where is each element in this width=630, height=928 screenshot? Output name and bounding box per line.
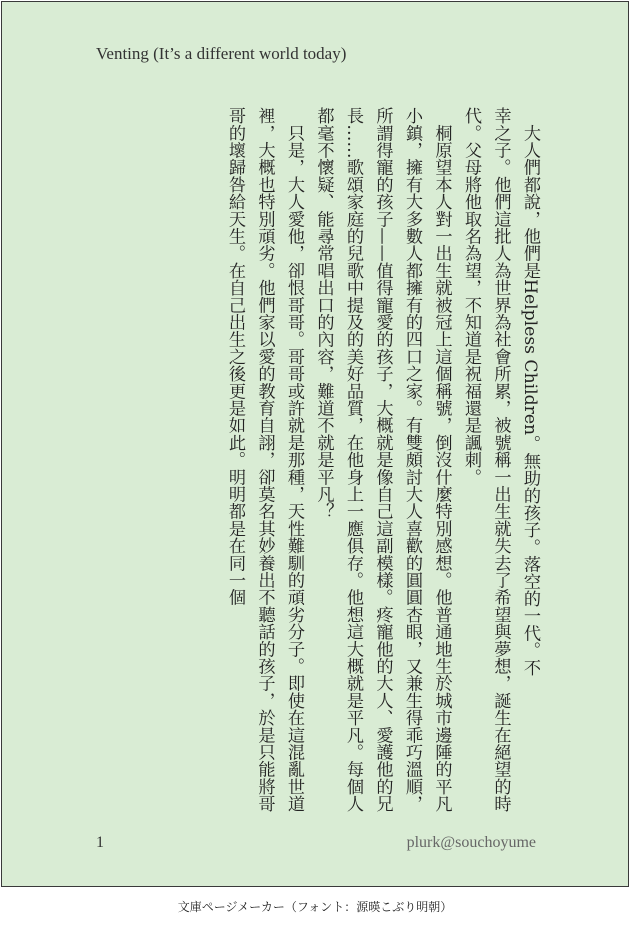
text-column: 幸之子。他們這批人為世界為社會所累，被號稱一出生就失去了希望與夢想，誕生在絕望的時 [490, 107, 511, 813]
text-column: 只是，大人愛他，卻恨哥哥。哥哥或許就是那種，天性難馴的頑劣分子。即使在這混亂世道 [284, 107, 304, 813]
generator-credit: 文庫ページメーカー（フォント：源暎こぶり明朝） [177, 900, 453, 914]
text-column: 長……歌頌家庭的兒歌中提及的美好品質，在他身上一應俱存。他想這大概就是平凡。每個人 [343, 107, 363, 813]
text-column: 都毫不懷疑、能尋常唱出口的內容，難道不就是平凡？ [313, 107, 334, 520]
text-column: 大人們都說，他們是Helpless Children。無助的孩子。落空的一代。不 [520, 107, 540, 676]
book-page [1, 1, 629, 887]
text-column: 裡，大概也特別頑劣。他們家以愛的教育自詡，卻莫名其妙養出不聽話的孩子，於是只能將哥 [254, 107, 275, 813]
document-title: Venting (It’s a different world today) [96, 44, 347, 63]
paragraph-2 [308, 107, 456, 827]
author-handle: plurk@souchoyume [406, 834, 536, 851]
text-column: 代。父母將他取名為望，不知道是祝福還是諷刺。 [461, 107, 481, 486]
text-column: 哥的壞歸咎給天生。在自己出生之後更是如此。明明都是在同一個 [225, 107, 245, 606]
text-column: 所謂得寵的孩子——值得寵愛的孩子，大概就是像自己這副模樣。疼寵他的大人、愛護他的兄 [372, 107, 393, 813]
text-column: 桐原望本人對一出生就被冠上這個稱號，倒沒什麼特別感想。他普通地生於城市邊陲的平凡 [431, 107, 452, 813]
paragraph-1 [456, 107, 545, 827]
paragraph-3 [220, 107, 309, 827]
page-number: 1 [96, 834, 104, 851]
text-column: 小鎮，擁有大多數人都擁有的四口之家。有雙頗討大人喜歡的圓圓杏眼，又兼生得乖巧溫順， [402, 107, 422, 813]
vertical-body-text [220, 107, 545, 827]
